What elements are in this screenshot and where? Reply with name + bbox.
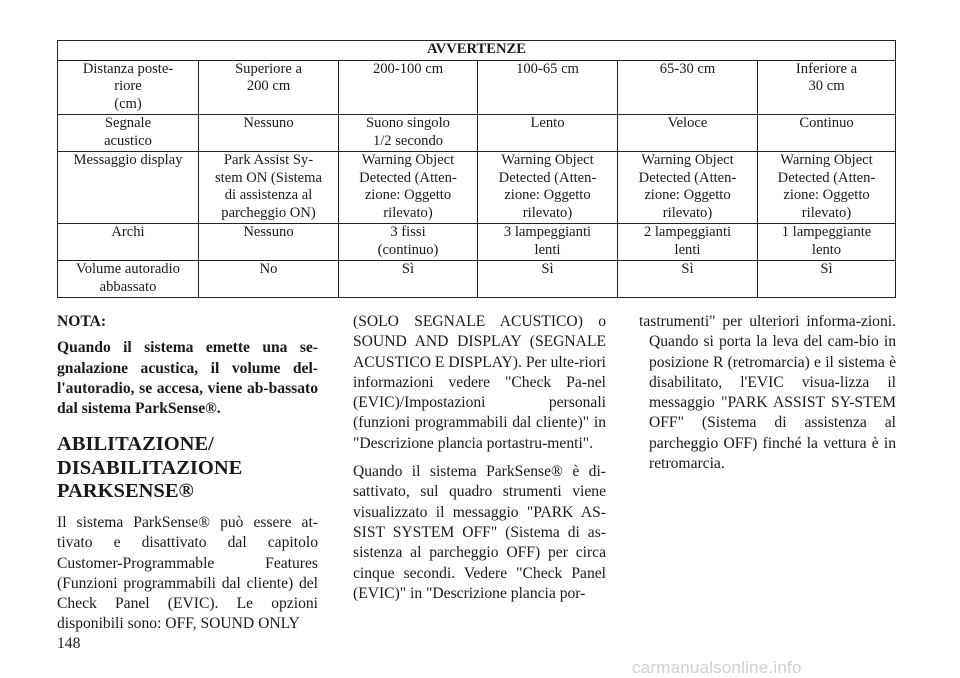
row-header: Distanza poste- riore (cm) [58, 60, 199, 115]
table-cell: Warning Object Detected (Atten- zione: Oggetto rilevato) [478, 152, 618, 224]
section-paragraph-1: Il sistema ParkSense® può essere at-tivato e disattivato dal capitolo Customer-Programmable Features (Funzioni programmabili dal cliente) del Check Panel (EVIC). Le opzioni disponibili sono: OFF, SOUND ONLY [57, 513, 318, 633]
row-header: Messaggio display [58, 152, 199, 224]
table-cell: 65-30 cm [618, 60, 758, 115]
table-cell: Warning Object Detected (Atten- zione: Oggetto rilevato) [618, 152, 758, 224]
table-cell: Sì [339, 261, 478, 298]
table-cell: Continuo [758, 115, 896, 152]
section-paragraph-2: Quando il sistema ParkSense® è di-sattivato, sul quadro strumenti viene visualizzato il messaggio "PARK AS-SIST SYSTEM OFF" (Sistema di as-sistenza al parcheggio OFF) per circa cinque secondi. Vedere "Check Panel (EVIC)" in "Descrizione plancia por- [353, 463, 606, 602]
text-column-1 [57, 312, 318, 643]
table-cell: 2 lampeggianti lenti [618, 224, 758, 261]
row-header: Volume autoradio abbassato [58, 261, 199, 298]
table-row [58, 261, 896, 298]
note-text: Quando il sistema emette una se-gnalazione acustica, il volume del-l'autoradio, se accesa, viene ab-bassato dal sistema ParkSense®. [57, 339, 318, 418]
table-cell: Superiore a 200 cm [199, 60, 339, 115]
section-paragraph-1-continued: (SOLO SEGNALE ACUSTICO) o SOUND AND DISPLAY (SEGNALE ACUSTICO E DISPLAY). Per ulte-riori informazioni vedere "Check Pa-nel (EVIC)/Impostazioni personali (funzioni programmabili dal cliente)" in "Descrizione plancia portastru-menti". [353, 313, 606, 452]
table-cell: Sì [758, 261, 896, 298]
table-cell: 1 lampeggiante lento [758, 224, 896, 261]
table-title: AVVERTENZE [58, 41, 896, 61]
table-cell: Nessuno [199, 115, 339, 152]
table-title-row [58, 41, 896, 61]
table-cell: Sì [618, 261, 758, 298]
table-cell: Sì [478, 261, 618, 298]
table-cell: Warning Object Detected (Atten- zione: Oggetto rilevato) [758, 152, 896, 224]
table-cell: 200-100 cm [339, 60, 478, 115]
table-cell: Park Assist Sy- stem ON (Sistema di assistenza al parcheggio ON) [199, 152, 339, 224]
table-cell: Suono singolo 1/2 secondo [339, 115, 478, 152]
row-header: Segnale acustico [58, 115, 199, 152]
table-row [58, 152, 896, 224]
table-row [58, 115, 896, 152]
table-cell: Lento [478, 115, 618, 152]
table-cell: Inferiore a 30 cm [758, 60, 896, 115]
section-heading: ABILITAZIONE/ DISABILITAZIONE PARKSENSE® [57, 433, 243, 503]
text-column-3 [639, 312, 896, 482]
page-number: 148 [57, 635, 81, 652]
table-cell: No [199, 261, 339, 298]
table-row [58, 60, 896, 115]
text-column-2 [353, 312, 606, 612]
table-cell: Nessuno [199, 224, 339, 261]
table-cell: 100-65 cm [478, 60, 618, 115]
table-cell: 3 fissi (continuo) [339, 224, 478, 261]
row-header: Archi [58, 224, 199, 261]
note-label: NOTA: [57, 313, 107, 330]
table-row [58, 224, 896, 261]
section-paragraph-2-continued: tastrumenti" per ulteriori informa-zioni. Quando si porta la leva del cam-bio in posizione R (retromarcia) e il sistema è disabilitato, l'EVIC visua-lizza il messaggio "PARK ASSIST SY-STEM OFF" (Sistema di assistenza al parcheggio OFF) finché la vettura è in retromarcia. [639, 313, 896, 473]
watermark: carmanualsonline.info [632, 658, 802, 677]
table-cell: 3 lampeggianti lenti [478, 224, 618, 261]
table-cell: Veloce [618, 115, 758, 152]
table-cell: Warning Object Detected (Atten- zione: Oggetto rilevato) [339, 152, 478, 224]
warning-table [57, 40, 896, 298]
